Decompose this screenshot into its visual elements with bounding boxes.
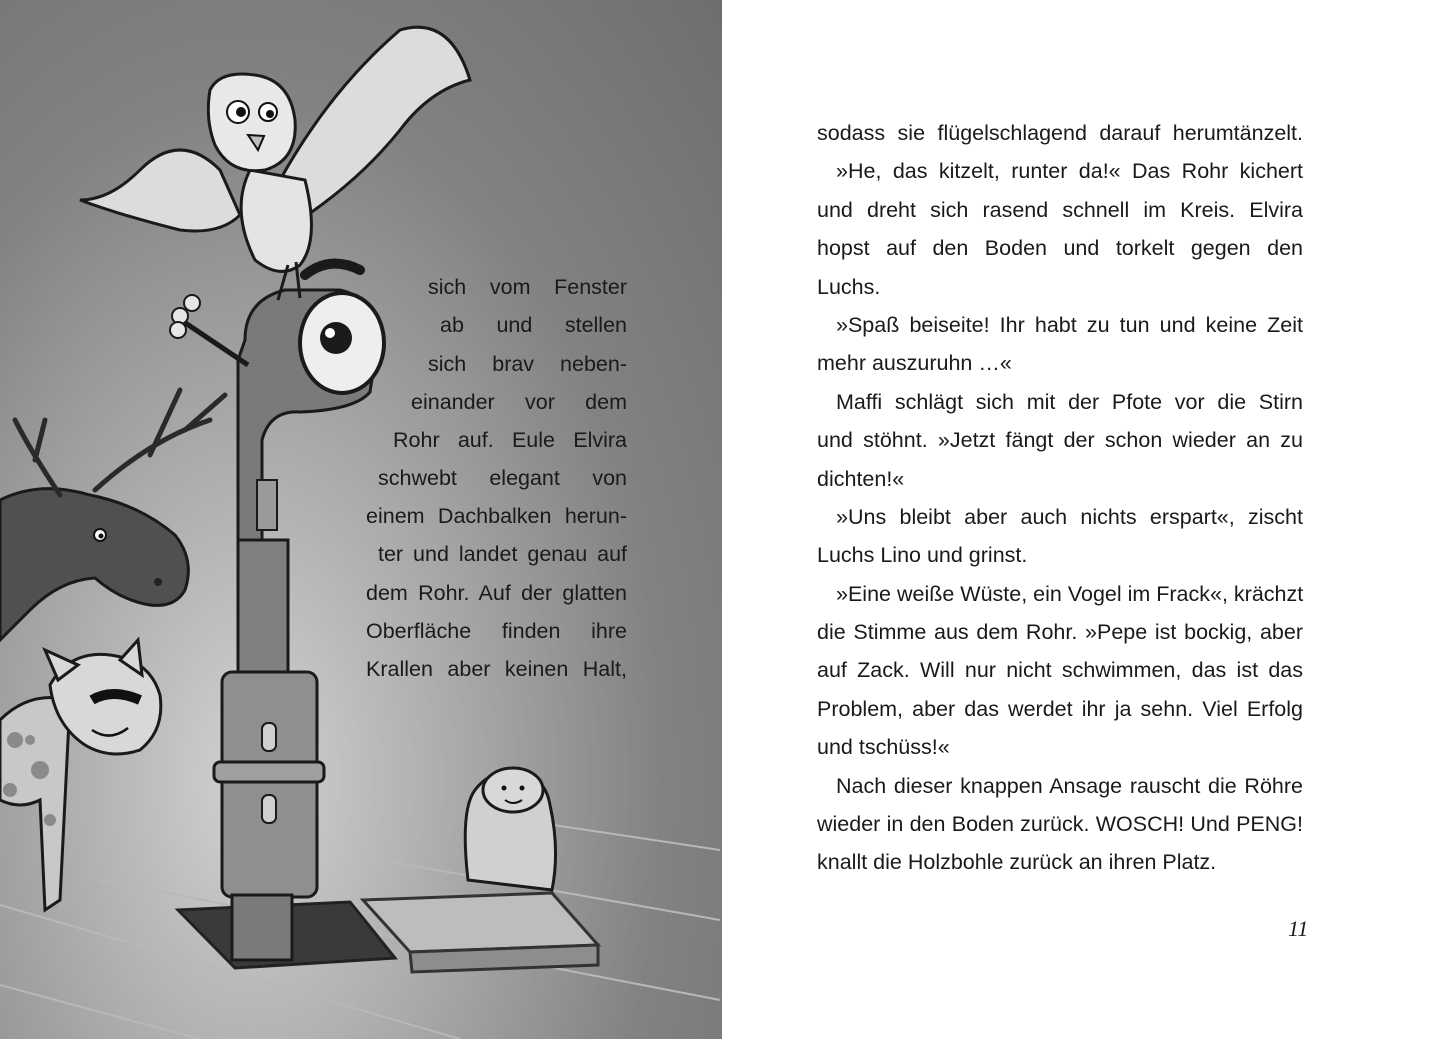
right-text-line: Luchs.: [817, 274, 881, 299]
left-text-line: schwebt elegant von: [378, 466, 627, 490]
right-text-line: mehr auszuruhn …«: [817, 351, 1012, 376]
marmot: [465, 768, 555, 890]
right-text-line: Problem, aber das werdet ihr ja sehn. Viel Erfolg: [817, 696, 1303, 721]
left-text-line: einem Dachbalken herun-: [366, 504, 627, 528]
right-text-line: »He, das kitzelt, runter da!« Das Rohr kichert: [836, 159, 1303, 184]
left-text-line: dem Rohr. Auf der glatten: [366, 580, 627, 605]
right-text-column: [817, 114, 1303, 882]
right-text-line: knallt die Holzbohle zurück an ihren Platz.: [817, 850, 1217, 875]
right-text-line: auf Zack. Will nur nicht schwimmen, das ist das: [817, 658, 1303, 683]
left-text-block-2: [411, 383, 627, 421]
left-text-line: ab und stellen: [440, 313, 627, 338]
right-text-line: und dreht sich rasend schnell im Kreis. Elvira: [817, 197, 1303, 222]
right-text-line: hopst auf den Boden und torkelt gegen den: [817, 236, 1303, 261]
right-text-line: sodass sie flügelschlagend darauf herumtänzelt.: [817, 121, 1303, 145]
right-text-line: »Eine weiße Wüste, ein Vogel im Frack«, krächzt: [836, 581, 1304, 606]
right-text-line: Nach dieser knappen Ansage rauscht die Röhre: [836, 773, 1303, 798]
left-text-block-3: [393, 421, 627, 459]
left-text-line: Oberfläche finden ihre: [366, 618, 627, 643]
right-text-line: »Uns bleibt aber auch nichts erspart«, zischt: [836, 504, 1303, 529]
right-text-line: wieder in den Boden zurück. WOSCH! Und PENG!: [817, 812, 1303, 837]
page-number: 11: [1288, 916, 1309, 941]
right-text-line: Luchs Lino und grinst.: [817, 543, 1028, 568]
right-text-line: Maffi schlägt sich mit der Pfote vor die Stirn: [836, 389, 1303, 414]
left-text-block-4: [378, 459, 627, 497]
left-text-line: Rohr auf. Eule Elvira: [393, 428, 627, 452]
left-text-line: ter und landet genau auf: [378, 542, 627, 567]
left-text-line: sich vom Fenster: [428, 275, 627, 299]
left-page-illustration-panel: [0, 0, 722, 1039]
right-text-line: dichten!«: [817, 466, 905, 491]
talking-pipe: [170, 264, 384, 960]
lynx: [0, 640, 161, 910]
owl-elvira: [80, 27, 470, 300]
elk: [0, 390, 225, 640]
left-text-line: einander vor dem: [411, 390, 627, 414]
left-text-block-5: [366, 497, 627, 688]
left-text-line: sich brav neben-: [428, 351, 627, 376]
right-text-line: und tschüss!«: [817, 735, 950, 760]
right-text-line: und stöhnt. »Jetzt fängt der schon wieder an zu: [817, 428, 1303, 453]
left-text-block-1: [428, 268, 627, 383]
right-text-line: die Stimme aus dem Rohr. »Pepe ist bockig, aber: [817, 620, 1303, 645]
floor-board: [363, 893, 598, 972]
right-text-line: »Spaß beiseite! Ihr habt zu tun und keine Zeit: [836, 312, 1303, 337]
left-text-line: Krallen aber keinen Halt,: [366, 657, 627, 682]
